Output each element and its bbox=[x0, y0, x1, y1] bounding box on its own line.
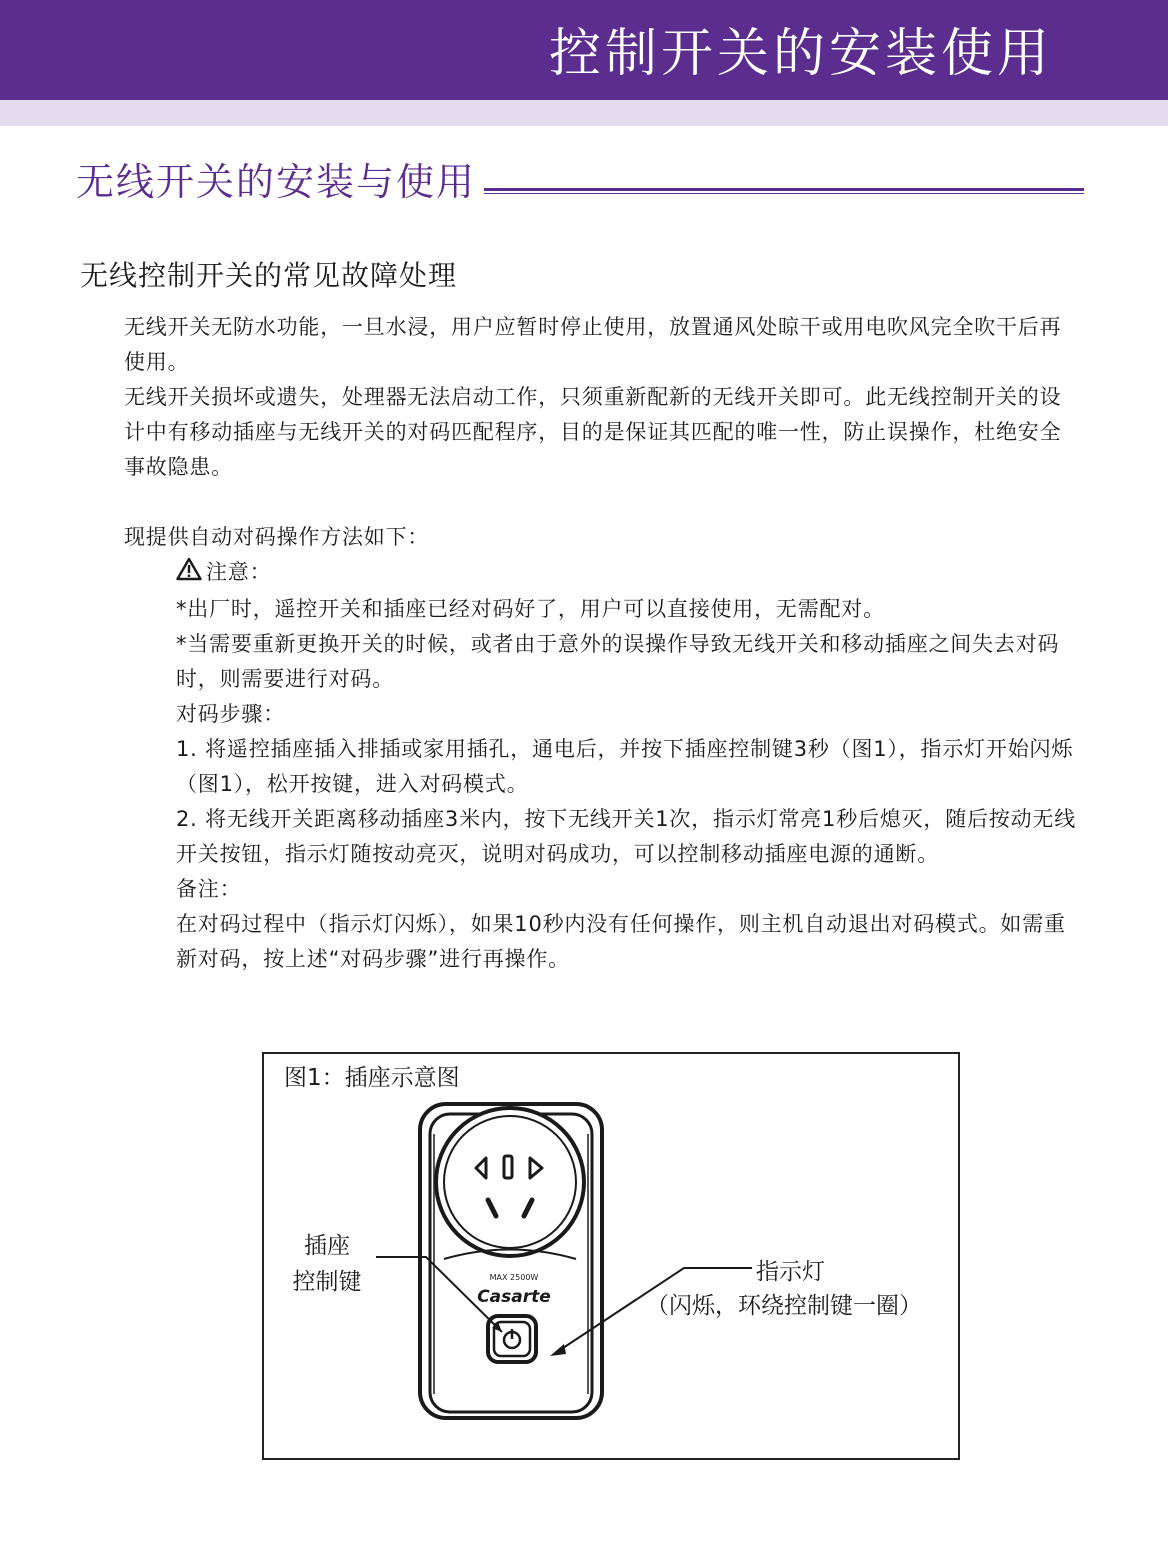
label-socket-line2: 控制键 bbox=[292, 1269, 362, 1295]
figure-socket-diagram bbox=[262, 1052, 960, 1460]
paragraph-replacement: 无线开关损坏或遗失，处理器无法启动工作，只须重新配新的无线开关即可。此无线控制开关的设计中有移动插座与无线开关的对码匹配程序，目的是保证其匹配的唯一性，防止误操作，杜绝安全事故隐患。 bbox=[124, 385, 1062, 479]
label-socket-line1: 插座 bbox=[304, 1233, 350, 1259]
label-indicator: 指示灯 bbox=[756, 1259, 825, 1285]
figure-caption: 图1：插座示意图 bbox=[284, 1065, 460, 1091]
notes-block bbox=[176, 555, 1076, 977]
steps-label: 对码步骤： bbox=[176, 702, 285, 726]
step-2: 2. 将无线开关距离移动插座3米内，按下无线开关1次，指示灯常亮1秒后熄灭，随后按动无线开关按钮，指示灯随按动亮灭，说明对码成功，可以控制移动插座电源的通断。 bbox=[176, 807, 1076, 866]
section-title: 无线开关的安装与使用 bbox=[76, 160, 477, 204]
header-sub-band bbox=[0, 100, 1168, 126]
note-item-factory: *出厂时，遥控开关和插座已经对码好了，用户可以直接使用，无需配对。 bbox=[176, 597, 885, 621]
device-brand-logo: Casarte bbox=[477, 1287, 551, 1307]
note-item-repair: *当需要重新更换开关的时候，或者由于意外的误操作导致无线开关和移动插座之间失去对码时，则需要进行对码。 bbox=[176, 632, 1060, 691]
section-title-rule bbox=[484, 188, 1084, 194]
paragraph-waterproof: 无线开关无防水功能，一旦水浸，用户应暂时停止使用，放置通风处晾干或用电吹风完全吹干后再使用。 bbox=[124, 315, 1062, 374]
remark-label: 备注： bbox=[176, 877, 242, 901]
warning-line bbox=[176, 555, 1076, 592]
device-rating-text: MAX 2500W bbox=[489, 1273, 539, 1282]
remark-text: 在对码过程中（指示灯闪烁），如果10秒内没有任何操作，则主机自动退出对码模式。如需重新对码，按上述“对码步骤”进行再操作。 bbox=[176, 912, 1066, 971]
label-indicator-detail: （闪烁，环绕控制键一圈） bbox=[646, 1293, 922, 1319]
subsection-title: 无线控制开关的常见故障处理 bbox=[80, 259, 458, 292]
page-title: 控制开关的安装使用 bbox=[548, 24, 1053, 84]
paragraph-pairing-intro: 现提供自动对码操作方法如下： bbox=[124, 525, 430, 549]
warning-label: 注意： bbox=[206, 560, 272, 584]
step-1: 1. 将遥控插座插入排插或家用插孔，通电后，并按下插座控制键3秒（图1），指示灯开始闪烁（图1），松开按键，进入对码模式。 bbox=[176, 737, 1074, 796]
warning-triangle-icon bbox=[176, 557, 202, 592]
label-socket-control-key bbox=[286, 1228, 368, 1300]
socket-illustration bbox=[264, 1054, 958, 1458]
